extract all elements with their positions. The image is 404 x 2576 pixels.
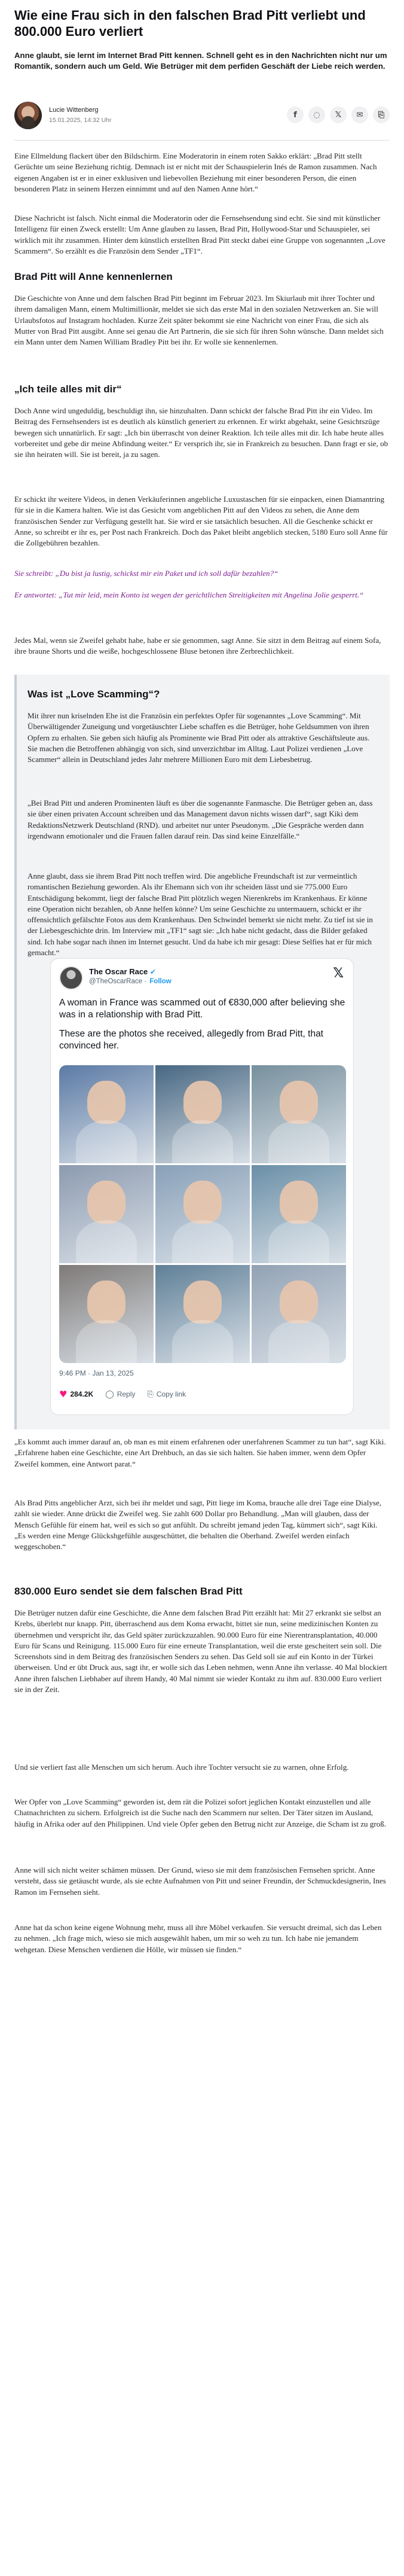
like-count: 284.2K xyxy=(70,1390,94,1398)
quote-1: Sie schreibt: „Du bist ja lustig, schickst mir ein Paket und ich soll dafür bezahlen?“ xyxy=(14,569,278,578)
gift-text-1: Doch Anne wird ungeduldig, beschuldigt ihn, sie hinzuhalten. Dann schickt der falsche Brad Pitt ihr ein Video. Im Beitrag des Fernsehsenders ist es deutlich als künstlich generiert zu erkennen. Er wirkt abgehakt, seine Gesichtszüge bewegen sich unnatürlich. Er sagt: „Ich bin überrascht von deiner Reaktion. Ich teile alles mit dir. Ich habe heute alles vorbereitet und gebe dir meine Abfindung weiter.“ Er versprich ihr, sie in Frankreich zu besuchen. Dann fragt er sie, ob sie ihn heiraten will. Sie ist bereit, ja zu sagen. xyxy=(14,406,388,459)
x-icon[interactable]: 𝕏 xyxy=(330,106,347,123)
handle-separator: · xyxy=(144,978,147,985)
like-button[interactable] xyxy=(59,1389,93,1400)
money-paragraph-2 xyxy=(14,1762,390,1773)
money-paragraph-5 xyxy=(14,1922,390,1955)
scam-paragraph-1 xyxy=(27,711,380,765)
after-tweet-text-2: Als Brad Pitts angeblicher Arzt, sich bei ihr meldet und sagt, Pitt liege im Koma, brauche alle drei Tage eine Dialyse, zahlt sie wieder. Anne drückt die Zweifel weg. Sie zahlt 600 Dollar pro Behandlung. „Man will glauben, dass der Mensch Gefühle für einem hat, weil es sich so gut anfühlt. Du schreibt jemand jeden Tag, kümmert sich“, sagt Kiki. „Es werden eine Menge Glückshgefühle ausgeschüttet, die behalten die Oberhand. Zweifel werden einfach weggeschoben.“ xyxy=(14,1498,382,1551)
heading-meet: Brad Pitt will Anne kennenlernen xyxy=(14,271,173,282)
tweet-photo-4[interactable] xyxy=(59,1165,154,1263)
gift-paragraph-1 xyxy=(14,406,390,460)
mail-icon[interactable]: ✉ xyxy=(351,106,368,123)
verified-badge-icon: ✔ xyxy=(149,968,156,976)
intro-paragraph-1 xyxy=(14,151,390,194)
scam-text-2: „Bei Brad Pitt und anderen Prominenten läuft es über die sogenannte Fanmasche. Die Betrüger geben an, dass sie über einen privaten Account schreiben und das Management davon nichts wissen darf“, sagt Kiki dem RedaktionsNetzwerk Deutschland (RND). und arbeitet nur unter Pseudonym. „Die Gespräche werden dann irgendwann emotionaler und die Frauen fallen darauf rein. Das sind keine Einzelfälle.“ xyxy=(27,798,373,840)
share-icons xyxy=(287,106,390,124)
whatsapp-icon[interactable]: ◌ xyxy=(308,106,325,123)
heart-icon: ♥ xyxy=(59,1389,68,1400)
money-text-5: Anne hat da schon keine eigene Wohnung mehr, muss all ihre Möbel verkaufen. Sie versucht dreimal, sich das Leben zu nehmen. „Ich frage mich, wieso sie mich ausgewählt haben, um mir so weh zu tun. Ich habe nie jemandem wehgetan. Diese Menschen verdienen die Hölle, wir müssen sie finden.“ xyxy=(14,1923,382,1954)
scam-paragraph-2 xyxy=(27,798,380,842)
money-text-1: Die Betrüger nutzen dafür eine Geschichte, die Anne dem falschen Brad Pitt erzählt hat: Mit 27 erkrankt sie selbst an Krebs, überlebt nur knapp. Pitt, überraschend aus dem Koma erwacht, bittet sie nun, seine medizinischen Konten zu übernehmen und verspricht ihr, das Geld später zurückzuzahlen. 90.000 Euro für eine Nierentransplantation, 40.000 Euro für Scans und Reinigung. 115.000 Euro für eine erneute Transplantation, weil die erste gescheitert sein soll. Die Screenshots sind in dem Beitrag des französischen Senders zu sehen. Das Geld soll sie auf ein Konto in der Türkei überweisen. Und er übt Druck aus, sagt ihr, er wolle sich das Leben nehmen, wenn Anne ihn verlasse. 40 Mal blockiert Anne ihren falschen Liebhaber auf ihrem Handy, 40 Mal nimmt sie wieder Kontakt zu ihm auf. 830.000 Euro verliert sie in der Zeit. xyxy=(14,1608,387,1694)
tweet-photo-6[interactable] xyxy=(252,1165,346,1263)
x-logo-icon[interactable]: 𝕏 xyxy=(333,966,344,981)
heading-gift: „Ich teile alles mit dir“ xyxy=(14,383,122,395)
money-paragraph-4 xyxy=(14,1865,390,1898)
tweet-photo-5[interactable] xyxy=(155,1165,250,1263)
reply-button[interactable] xyxy=(105,1390,135,1399)
intro-text-1: Eine Ellmeldung flackert über den Bildschirm. Eine Moderatorin in einem roten Sakko erklärt: „Brad Pitt stellt Gerüchte um seine Beziehung richtig. Demnach ist er nicht mit der Schauspielerin Inés de Ramon zusammen. Nach eigenen Angaben ist er in einer exklusiven und liebevollen Beziehung mit einer besonderen Person, die einen besonderen Platz in seinem Herzen einnimmt und auf den Namen Anne hört.“ xyxy=(14,151,377,193)
author-avatar[interactable] xyxy=(14,102,42,129)
after-tweet-paragraph-2 xyxy=(14,1498,390,1552)
post-avatar[interactable] xyxy=(59,966,83,990)
gift-text-2: Er schickt ihr weitere Videos, in denen Verkäuferinnen angebliche Luxustaschen für sie einpacken, einen Diamantring für sie in die Kamera halten. Wie ist das Gesicht vom angeblichen Pitt auf den Videos zu sehen, die Anne dem französischen Sender zur Verfügung gestellt hat. Sie wird er sie tatsächlich besuchen. All die Geschenke schickt er Anne, so schreibt er ihr es, per Post nach Frankreich. Doch das Paket bleibt angeblich stecken, 5180 Euro soll Anne für die Zollgebühren bezahlen. xyxy=(14,495,388,548)
quote-2: Er antwortet: „Tut mir leid, mein Konto ist wegen der gerichtlichen Streitigkeiten mit Angelina Jolie gesperrt.“ xyxy=(14,590,364,600)
tweet-photo-1[interactable] xyxy=(59,1065,154,1163)
money-text-3: Wer Opfer von „Love Scamming“ geworden ist, dem rät die Polizei sofort jeglichen Kontakt einzustellen und alle Chatnachrichten zu sichern. Erfolgreich ist die Suche nach den Scammern nur selten. Der Täter sitzen im Ausland, häufig in Afrika oder auf den Philippinen. Und viele Opfer geben den Betrug nicht zur Anzeige, die Scham ist zu groß. xyxy=(14,1797,387,1828)
header-divider xyxy=(14,140,390,141)
gift-paragraph-3 xyxy=(14,635,390,657)
heading-scam: Was ist „Love Scamming“? xyxy=(27,688,160,700)
author-row xyxy=(14,102,390,130)
money-text-4: Anne will sich nicht weiter schämen müssen. Der Grund, wieso sie mit dem französischen Fernsehen spricht. Anne versteht, dass sie getäuscht wurde, als sie echte Aufnahmen von Pitt und seiner Freundin, der Schmuckdesignerin, Ines Ramon im Fernsehen sieht. xyxy=(14,1865,386,1897)
embedded-post[interactable] xyxy=(50,958,354,1415)
post-actions xyxy=(59,1387,345,1401)
scam-callout-bar xyxy=(14,675,17,1429)
article-title: Wie eine Frau sich in den falschen Brad Pitt verliebt und 800.000 Euro verliert xyxy=(14,8,366,39)
post-author-text: The Oscar Race xyxy=(89,967,148,976)
scam-paragraph-3 xyxy=(27,871,380,958)
tweet-photo-8[interactable] xyxy=(155,1265,250,1363)
scam-text-3: Anne glaubt, dass sie ihrem Brad Pitt noch treffen wird. Die angebliche Freundschaft ist zur vermeintlich romantischen Beziehung geworden. Als ihr Ehemann sich von ihr scheiden lässt und sie 775.000 Euro Entschädigung bekommt, liegt der falsche Brad Pitt plötzlich wegen Nierenkrebs im Krankenhaus. Er könne eine Operation nicht bezahlen, ob Anne helfen könne? Um seine Geschichte zu untermauern, schickt er ihr offensichtlich gefälschte Fotos aus dem Krankenhaus. Den Schwindel bemerkt sie nicht mehr. Zu tief ist sie in der Liebesgeschichte drin. Im Interview mit „TF1“ sagt sie: „Ich habe nicht gedacht, dass die Bilder gefaked sind. Ich habe sogar nach ihnen im Internet gesucht. Und da habe ich mir gesagt: Diese Selfies hat er für mich gemacht.“ xyxy=(27,871,373,958)
post-author-name[interactable] xyxy=(89,967,156,976)
quote-block xyxy=(14,568,390,612)
scam-text-1: Mit ihrer nun kriselnden Ehe ist die Französin ein perfektes Opfer für sogenanntes „Love Scamming“. Mit Überwältigender Zuneigung und vorgetäuschter Liebe schaffen es die Betrüger, hohe Geldsummen von ihren Opfern zu erhalten. Sie geben sich häufig als Prominente wie Brad Pitt oder als attraktive Geschäftsleute aus. Sie machen die Betroffenen abhängig von sich, sind unverzichtbar im Alltag. Laut Polizei verdienen „Love Scammer“ allein in Deutschland jedes Jahr mehrere Millionen Euro mit dem Liebesbetrug. xyxy=(27,711,370,764)
intro-paragraph-2 xyxy=(14,213,390,257)
gift-text-3: Jedes Mal, wenn sie Zweifel gehabt habe, habe er sie genommen, sagt Anne. Sie sitzt in dem Beitrag auf einem Sofa, ihre braune Shorts und die weiße, hochgeschlossene Bluse betonen ihre Zerbrechlichkeit. xyxy=(14,636,381,656)
tweet-photo-3[interactable] xyxy=(252,1065,346,1163)
copy-link-button[interactable] xyxy=(147,1390,186,1399)
reply-icon: ◯ xyxy=(105,1389,114,1399)
post-handle-row xyxy=(89,978,172,985)
facebook-icon[interactable]: f xyxy=(287,106,304,123)
post-time[interactable]: 9:46 PM · Jan 13, 2025 xyxy=(59,1369,134,1377)
tweet-photo-7[interactable] xyxy=(59,1265,154,1363)
money-paragraph-3 xyxy=(14,1797,390,1830)
link-icon: ⎘ xyxy=(147,1389,154,1399)
copy-link-label: Copy link xyxy=(156,1390,186,1398)
post-text-2: These are the photos she received, allegedly from Brad Pitt, that convinced her. xyxy=(59,1029,323,1051)
post-handle[interactable]: @TheOscarRace xyxy=(89,978,143,985)
author-name[interactable]: Lucie Wittenberg xyxy=(49,106,99,114)
tweet-photo-2[interactable] xyxy=(155,1065,250,1163)
meet-paragraph xyxy=(14,293,390,347)
after-tweet-paragraph-1 xyxy=(14,1437,390,1470)
reply-label: Reply xyxy=(117,1390,136,1398)
after-tweet-text-1: „Es kommt auch immer darauf an, ob man es mit einem erfahrenen oder unerfahrenen Scammer zu tun hat“, sagt Kiki. „Erfahrene haben eine Geschichte, eine Art Drehbuch, an das sie sich halten. Sie haben immer, wenn dem Opfer Zweifel kommen, eine Antwort parat.“ xyxy=(14,1437,386,1468)
post-media-grid[interactable] xyxy=(59,1065,346,1363)
money-text-2: Und sie verliert fast alle Menschen um sich herum. Auch ihre Tochter versucht sie zu warnen, ohne Erfolg. xyxy=(14,1763,349,1772)
post-text xyxy=(59,997,346,1059)
tweet-photo-9[interactable] xyxy=(252,1265,346,1363)
intro-text-2: Diese Nachricht ist falsch. Nicht einmal die Moderatorin oder die Fernsehsendung sind echt. Sie sind mit künstlicher Intelligenz für einen Zweck erstellt: Um Anne glauben zu lassen, Brad Pitt, Hollywood-Star und Schauspieler, sei wirklich mit ihr zusammen. Hinter dem künstlich erstellten Brad Pitt steckt dabei eine Gruppe von sogenannten „Love Scammern“. So erzählt es die Französin dem Sender „TF1“. xyxy=(14,214,385,255)
follow-button[interactable]: Follow xyxy=(149,978,172,985)
meet-text: Die Geschichte von Anne und dem falschen Brad Pitt beginnt im Februar 2023. Im Skiurlaub mit ihrer Tochter und ihrem damaligen Mann, einem Multimillionär, meldet sie sich das erste Mal in den sozialen Netzwerken an. Sie will Urlaubsfotos auf Instagram hochladen. Kurze Zeit später bekommt sie eine Nachricht von einer Frau, die sich als Mutter von Brad Pitt ausgibt. Anne sei genau die Art Partnerin, die sie sich für ihren Sohn wünsche. Dann meldet sich ein Mann unter dem Namen William Bradley Pitt bei ihr. Er wolle sie kennenlernen. xyxy=(14,294,384,347)
article-lead: Anne glaubt, sie lernt im Internet Brad Pitt kennen. Schnell geht es in den Nachrichten nicht nur um Romantik, sondern auch um Geld. Wie Betrüger mit dem perfiden Geschäft der Liebe reich werden. xyxy=(14,51,387,71)
gift-paragraph-2 xyxy=(14,494,390,548)
publish-date: 15.01.2025, 14:32 Uhr xyxy=(49,117,112,124)
link-icon[interactable]: ⎘ xyxy=(373,106,390,123)
heading-money: 830.000 Euro sendet sie dem falschen Brad Pitt xyxy=(14,1586,243,1597)
money-paragraph-1 xyxy=(14,1608,390,1695)
post-text-1: A woman in France was scammed out of €830,000 after believing she was in a relationship with Brad Pitt. xyxy=(59,998,345,1020)
